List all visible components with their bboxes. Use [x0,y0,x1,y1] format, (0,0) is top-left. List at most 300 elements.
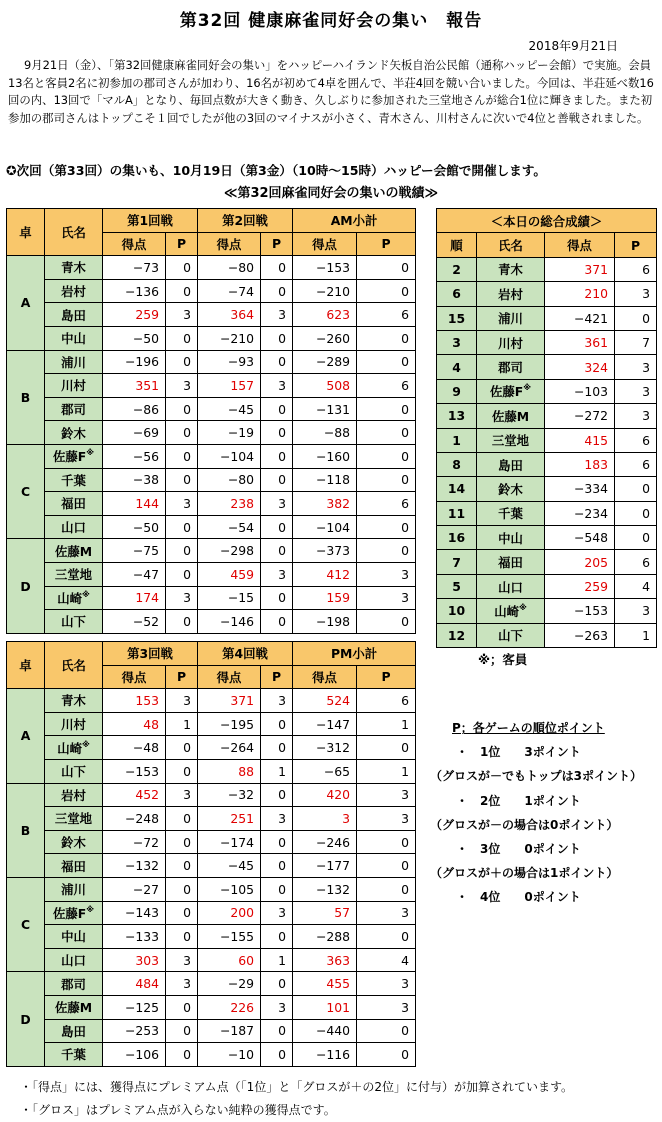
point-header: P [357,232,416,256]
legend-line: （グロスが－の場合は0ポイント） [430,817,619,832]
score-cell: −54 [198,515,261,539]
score-cell: −103 [545,379,615,403]
point-header: P [166,665,198,689]
point-cell: 0 [615,306,657,330]
results-table-body [437,209,657,648]
point-cell: 0 [357,256,416,280]
point-cell: 0 [166,397,198,421]
score-cell: −88 [293,421,357,445]
table-row [7,610,416,634]
legend-line: ・ 4位 0ポイント [456,890,581,905]
player-name: 佐藤M [54,543,93,559]
score-cell: 57 [293,901,357,925]
point-cell: 3 [261,807,293,831]
score-cell: −147 [293,712,357,736]
score-cell: 455 [293,972,357,996]
point-cell: 1 [261,759,293,783]
score-cell: 459 [198,562,261,586]
player-name: 島田 [61,307,86,323]
point-cell: 3 [357,901,416,925]
table-row [7,444,416,468]
table-row [437,282,657,306]
table-row [7,1019,416,1043]
player-name-cell [477,623,545,647]
score-cell: −125 [103,995,166,1019]
table-row [7,350,416,374]
table-row [437,330,657,354]
point-header: P [357,665,416,689]
score-cell: −421 [545,306,615,330]
guest-mark: ※ [519,602,527,612]
point-cell: 0 [357,610,416,634]
score-cell: −131 [293,397,357,421]
point-cell: 3 [261,492,293,516]
table-row [437,379,657,403]
rank-cell: 9 [437,379,477,403]
point-cell: 0 [261,877,293,901]
player-name: 山口 [61,520,86,536]
report-date: 2018年9月21日 [528,39,618,53]
point-cell: 0 [261,279,293,303]
point-cell: 0 [166,539,198,563]
player-name-cell [45,712,103,736]
game3-header: 第3回戦 [103,642,198,666]
table-row [7,972,416,996]
score-cell: −118 [293,468,357,492]
player-name-cell [45,279,103,303]
score-cell: 251 [198,807,261,831]
point-cell: 0 [261,1019,293,1043]
table-row [437,306,657,330]
point-cell: 1 [357,759,416,783]
point-cell: 0 [166,256,198,280]
score-cell: 371 [198,689,261,713]
point-cell: 6 [357,689,416,713]
legend-line: ・ 3位 0ポイント [456,841,581,856]
score-cell: −440 [293,1019,357,1043]
score-cell: −50 [103,515,166,539]
point-cell: 0 [357,326,416,350]
player-name-cell [45,948,103,972]
score-cell: 382 [293,492,357,516]
point-cell: 0 [166,854,198,878]
player-name: 岩村 [61,284,86,300]
player-name-cell [45,1019,103,1043]
score-cell: −263 [545,623,615,647]
legend-line: （グロスが＋の場合は1ポイント） [430,866,619,881]
point-cell: 0 [261,783,293,807]
score-cell: −72 [103,830,166,854]
player-name-cell [45,807,103,831]
point-cell: 3 [261,303,293,327]
rank-cell: 11 [437,501,477,525]
score-cell: −195 [198,712,261,736]
footnote: ・「グロス」はプレミアム点が入らない純粋の獲得点です。 [20,1103,336,1117]
player-name-cell [45,689,103,713]
player-name: 福田 [61,496,86,512]
player-name-cell [45,901,103,925]
player-name: 千葉 [498,506,523,522]
player-name: 千葉 [61,1047,86,1063]
score-cell: −45 [198,397,261,421]
point-header: P [166,232,198,256]
score-header: 得点 [198,232,261,256]
table-group-label: C [7,444,45,538]
player-name-cell [477,452,545,476]
score-header: 得点 [198,665,261,689]
legend-line: ・ 2位 1ポイント [456,793,581,808]
point-cell: 3 [261,562,293,586]
point-cell: 0 [166,468,198,492]
score-cell: −264 [198,736,261,760]
score-cell: 324 [545,355,615,379]
score-cell: −48 [103,736,166,760]
table-row [7,995,416,1019]
score-cell: −253 [103,1019,166,1043]
rank-cell: 10 [437,599,477,623]
legend-title: P；各ゲームの順位ポイント [452,721,605,735]
score-cell: −133 [103,925,166,949]
table-group-label: B [7,783,45,877]
player-name: 山口 [61,953,86,969]
player-name-cell [45,326,103,350]
player-name-cell [45,736,103,760]
footnotes [20,1076,660,1122]
table-row [7,468,416,492]
point-cell: 0 [261,1043,293,1067]
game4-header: 第4回戦 [198,642,293,666]
score-cell: −75 [103,539,166,563]
score-header: 得点 [103,665,166,689]
player-name: 川村 [498,335,523,351]
player-name-cell [477,404,545,428]
point-cell: 0 [261,421,293,445]
table-row [7,877,416,901]
point-cell: 3 [357,995,416,1019]
player-name-cell [45,854,103,878]
point-cell: 0 [261,468,293,492]
table-row [437,257,657,281]
table-group-label: D [7,539,45,633]
point-cell: 3 [261,901,293,925]
score-cell: −373 [293,539,357,563]
table-row [7,326,416,350]
score-cell: −198 [293,610,357,634]
player-name-cell [477,477,545,501]
player-name: 中山 [61,929,86,945]
table-row [7,759,416,783]
table-row [7,586,416,610]
table-header: 卓 [7,642,45,689]
table-row [437,452,657,476]
player-name: 川村 [61,378,86,394]
score-cell: −234 [545,501,615,525]
player-name-cell [45,1043,103,1067]
point-cell: 3 [615,599,657,623]
point-cell: 0 [357,515,416,539]
point-cell: 6 [615,452,657,476]
point-cell: 0 [166,610,198,634]
player-name-cell [45,759,103,783]
point-header: P [261,665,293,689]
table-row [7,830,416,854]
point-cell: 3 [166,948,198,972]
player-name-cell [45,995,103,1019]
score-cell: 351 [103,374,166,398]
table-row [7,421,416,445]
rank-cell: 7 [437,550,477,574]
point-cell: 3 [357,562,416,586]
point-cell: 0 [166,562,198,586]
am-score-table [6,208,416,634]
player-name: 浦川 [61,354,86,370]
score-cell: 259 [103,303,166,327]
player-name-cell [477,379,545,403]
table-header: 卓 [7,209,45,256]
point-cell: 1 [261,948,293,972]
score-cell: −10 [198,1043,261,1067]
score-cell: −93 [198,350,261,374]
player-name: 福田 [498,555,523,571]
point-cell: 0 [261,350,293,374]
score-header: 得点 [545,233,615,257]
guest-mark: ※ [82,589,90,599]
point-cell: 3 [166,783,198,807]
player-name-cell [477,574,545,598]
player-name: 山崎 [494,603,519,619]
point-cell: 3 [357,807,416,831]
point-cell: 0 [615,526,657,550]
point-cell: 6 [357,492,416,516]
score-cell: 508 [293,374,357,398]
table-row [437,574,657,598]
score-cell: −32 [198,783,261,807]
am-subtotal-header: AM小計 [293,209,416,233]
score-cell: 153 [103,689,166,713]
player-name: 佐藤M [491,408,530,424]
point-cell: 0 [261,712,293,736]
score-cell: −174 [198,830,261,854]
rank-cell: 5 [437,574,477,598]
player-name: 三堂地 [54,811,93,827]
report-title: 第32回 健康麻雀同好会の集い 報告 [179,11,483,31]
point-cell: 0 [166,759,198,783]
point-cell: 4 [615,574,657,598]
score-cell: −187 [198,1019,261,1043]
point-cell: 0 [166,515,198,539]
score-cell: 364 [198,303,261,327]
score-cell: −177 [293,854,357,878]
point-cell: 3 [166,492,198,516]
table-row [7,1043,416,1067]
table-row [7,783,416,807]
table-row [437,599,657,623]
table-row [7,807,416,831]
player-name: 三堂地 [54,567,93,583]
score-cell: −155 [198,925,261,949]
player-name: 青木 [61,693,86,709]
score-cell: −288 [293,925,357,949]
score-cell: 371 [545,257,615,281]
point-cell: 0 [166,830,198,854]
point-cell: 0 [166,444,198,468]
score-cell: 88 [198,759,261,783]
point-cell: 3 [261,374,293,398]
player-name: 山崎 [57,740,82,756]
score-cell: −289 [293,350,357,374]
score-cell: 415 [545,428,615,452]
point-legend [420,716,660,910]
game2-header: 第2回戦 [198,209,293,233]
score-cell: 200 [198,901,261,925]
table-row [7,736,416,760]
point-cell: 0 [261,515,293,539]
player-name-cell [45,610,103,634]
point-cell: 0 [166,925,198,949]
intro-paragraph: 9月21日（金）、「第32回健康麻雀同好会の集い」をハッピーハイランド矢板自治公民館（通称ハッピー会館）で実施。会員13名と客員2名に初参加の郡司さんが加わり、16名が初めて4卓を囲んで、半荘4回を競い合いました。今回は、半荘延べ数16回の内、13回で「マルA」となり、毎回点数が大きく動き、久しぶりに参加された三堂地さんが総合1位に輝きました。また初参加の郡司さんはトップこそ１回でしたが他の3回のマイナスが小さく、青木さん、川村さんに次いで4位と善戦されました。 [8,58,654,125]
point-cell: 0 [166,877,198,901]
table-row [437,404,657,428]
point-cell: 3 [615,282,657,306]
point-cell: 0 [357,1043,416,1067]
player-name: 浦川 [61,882,86,898]
table-row [7,374,416,398]
score-cell: −74 [198,279,261,303]
point-cell: 3 [166,374,198,398]
table-group-label: C [7,877,45,971]
score-cell: 48 [103,712,166,736]
score-cell: −80 [198,468,261,492]
score-cell: −86 [103,397,166,421]
rank-cell: 15 [437,306,477,330]
point-cell: 1 [166,712,198,736]
score-cell: −210 [198,326,261,350]
guest-mark: ※ [523,383,532,393]
score-cell: −45 [198,854,261,878]
point-cell: 3 [357,783,416,807]
footnote: ・「得点」には、獲得点にプレミアム点（「1位」と「グロスが＋の2位」に付与）が加算されています。 [20,1080,573,1094]
point-cell: 0 [357,830,416,854]
score-cell: −69 [103,421,166,445]
point-cell: 0 [357,279,416,303]
point-cell: 4 [357,948,416,972]
player-name-cell [45,374,103,398]
player-name: 山下 [498,628,523,644]
table-row [7,854,416,878]
table-row [7,901,416,925]
score-cell: −153 [545,599,615,623]
point-cell: 0 [357,397,416,421]
score-cell: −50 [103,326,166,350]
point-cell: 0 [357,468,416,492]
score-cell: 60 [198,948,261,972]
player-name: 山下 [61,614,86,630]
point-cell: 0 [357,736,416,760]
point-cell: 0 [261,326,293,350]
point-cell: 6 [357,374,416,398]
table-row [7,948,416,972]
point-cell: 3 [261,995,293,1019]
player-name: 島田 [61,1023,86,1039]
point-cell: 0 [357,925,416,949]
rank-cell: 3 [437,330,477,354]
table-row [7,925,416,949]
score-cell: 484 [103,972,166,996]
player-name-cell [45,586,103,610]
player-name-cell [45,972,103,996]
guest-mark: ※ [86,904,95,914]
point-cell: 3 [615,355,657,379]
score-cell: −38 [103,468,166,492]
score-cell: −29 [198,972,261,996]
score-cell: 524 [293,689,357,713]
player-name: 川村 [61,717,86,733]
score-cell: −106 [103,1043,166,1067]
player-name: 佐藤F [52,449,87,465]
point-cell: 3 [357,586,416,610]
point-cell: 0 [261,586,293,610]
rank-header: 順 [437,233,477,257]
score-cell: 452 [103,783,166,807]
legend-line: （グロスが－でもトップは3ポイント） [430,769,642,784]
rank-cell: 12 [437,623,477,647]
score-header: 得点 [103,232,166,256]
table-group-label: D [7,972,45,1066]
name-header: 氏名 [477,233,545,257]
point-cell: 3 [166,586,198,610]
point-cell: 6 [615,428,657,452]
point-cell: 0 [261,397,293,421]
point-cell: 0 [357,877,416,901]
point-cell: 0 [261,539,293,563]
score-cell: −298 [198,539,261,563]
score-cell: −548 [545,526,615,550]
score-cell: 101 [293,995,357,1019]
player-name: 佐藤M [54,1000,93,1016]
point-cell: 0 [166,807,198,831]
point-cell: 6 [357,303,416,327]
table-row [437,477,657,501]
point-cell: 0 [166,350,198,374]
player-name: 鈴木 [498,481,523,497]
point-cell: 3 [615,379,657,403]
point-cell: 0 [166,736,198,760]
guest-mark: ※ [82,739,90,749]
player-name: 郡司 [61,402,86,418]
score-cell: −246 [293,830,357,854]
player-name-cell [477,526,545,550]
rank-cell: 1 [437,428,477,452]
player-name-cell [45,303,103,327]
point-header: P [615,233,657,257]
player-name: 鈴木 [61,835,86,851]
score-cell: −260 [293,326,357,350]
point-cell: 0 [261,972,293,996]
score-cell: 183 [545,452,615,476]
score-cell: 259 [545,574,615,598]
player-name: 岩村 [61,787,86,803]
player-name: 三堂地 [491,433,530,449]
game1-header: 第1回戦 [103,209,198,233]
guest-mark: ※ [86,448,95,458]
score-cell: −105 [198,877,261,901]
table-row [7,303,416,327]
score-cell: 205 [545,550,615,574]
score-cell: 3 [293,807,357,831]
score-header: 得点 [293,232,357,256]
table-row [7,539,416,563]
score-cell: −73 [103,256,166,280]
